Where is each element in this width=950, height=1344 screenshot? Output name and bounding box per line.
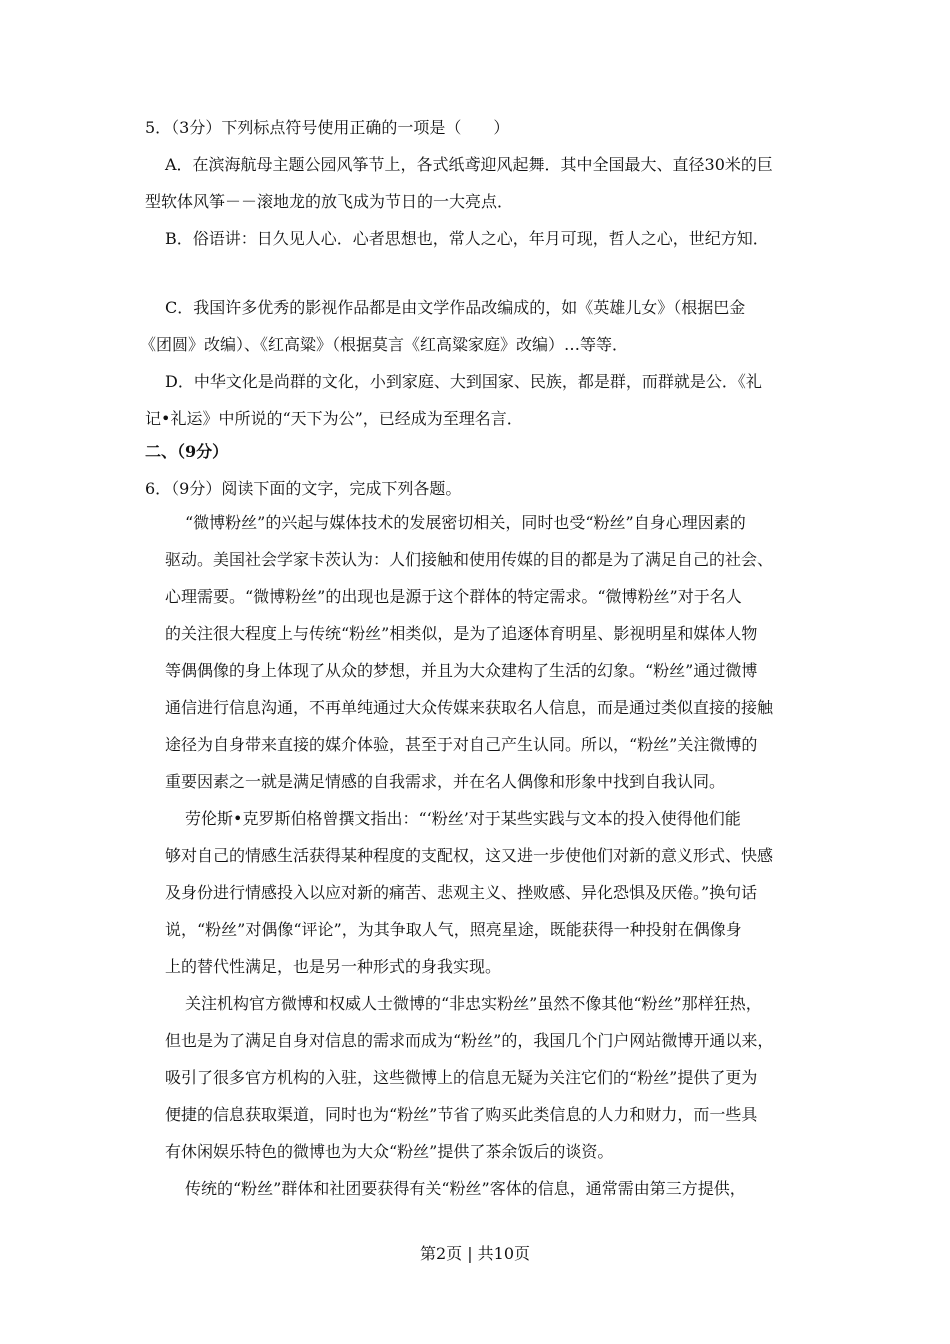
passage-line: 通信进行信息沟通，不再单纯通过大众传媒来获取名人信息，而是通过类似直接的接触 — [165, 698, 774, 717]
passage-line: 上的替代性满足，也是另一种形式的身我实现。 — [165, 957, 502, 976]
option-a-line-2: 型软体风筝－－滚地龙的放飞成为节日的一大亮点． — [145, 192, 514, 211]
passage-line: 传统的“粉丝”群体和社团要获得有关“粉丝”客体的信息，通常需由第三方提供， — [185, 1179, 746, 1198]
option-a-line-1: A．在滨海航母主题公园风筝节上，各式纸鸢迎风起舞．其中全国最大、直径30米的巨 — [165, 155, 773, 174]
option-d-line-1: D．中华文化是尚群的文化，小到家庭、大到国家、民族，都是群，而群就是公．《礼 — [165, 372, 762, 391]
option-b: B．俗语讲：日久见人心．心者思想也，常人之心，年月可现，哲人之心，世纪方知． — [165, 229, 769, 248]
question-5-stem: 5．（3分）下列标点符号使用正确的一项是（ ） — [145, 118, 510, 137]
passage-line: 但也是为了满足自身对信息的需求而成为“粉丝”的，我国几个门户网站微博开通以来， — [165, 1031, 774, 1050]
passage-line: 等偶偶像的身上体现了从众的梦想，并且为大众建构了生活的幻象。“粉丝”通过微博 — [165, 661, 758, 680]
section-heading: 二、（9分） — [145, 442, 229, 461]
passage-line: “微博粉丝”的兴起与媒体技术的发展密切相关，同时也受“粉丝”自身心理因素的 — [185, 513, 746, 532]
passage-line: 心理需要。“微博粉丝”的出现也是源于这个群体的特定需求。“微博粉丝”对于名人 — [165, 587, 742, 606]
passage-line: 劳伦斯•克罗斯伯格曾撰文指出：“‘粉丝’对于某些实践与文本的投入使得他们能 — [185, 809, 741, 828]
option-c-line-1: C．我国许多优秀的影视作品都是由文学作品改编成的，如《英雄儿女》（根据巴金 — [165, 298, 746, 317]
option-c-line-2: 《团圆》改编）、《红高粱》（根据莫言《红高粱家庭》改编）…等等． — [140, 335, 629, 354]
passage-line: 说，“粉丝”对偶像“评论”，为其争取人气，照亮星途，既能获得一种投射在偶像身 — [165, 920, 742, 939]
passage-line: 关注机构官方微博和权威人士微博的“非忠实粉丝”虽然不像其他“粉丝”那样狂热， — [185, 994, 762, 1013]
passage-line: 够对自己的情感生活获得某种程度的支配权，这又进一步使他们对新的意义形式、快感 — [165, 846, 774, 865]
passage-line: 驱动。美国社会学家卡茨认为：人们接触和使用传媒的目的都是为了满足自己的社会、 — [165, 550, 774, 569]
option-d-line-2: 记•礼运》中所说的“天下为公”，已经成为至理名言． — [145, 409, 523, 428]
passage-line: 有休闲娱乐特色的微博也为大众“粉丝”提供了茶余饭后的谈资。 — [165, 1142, 614, 1161]
passage-line: 的关注很大程度上与传统“粉丝”相类似，是为了追逐体育明星、影视明星和媒体人物 — [165, 624, 758, 643]
passage-line: 便捷的信息获取渠道，同时也为“粉丝”节省了购买此类信息的人力和财力，而一些具 — [165, 1105, 758, 1124]
passage-line: 及身份进行情感投入以应对新的痛苦、悲观主义、挫败感、异化恐惧及厌倦。”换句话 — [165, 883, 758, 902]
passage-line: 吸引了很多官方机构的入驻，这些微博上的信息无疑为关注它们的“粉丝”提供了更为 — [165, 1068, 758, 1087]
page-footer: 第2页 | 共10页 — [419, 1244, 531, 1263]
passage-line: 途径为自身带来直接的媒介体验，甚至于对自己产生认同。所以，“粉丝”关注微博的 — [165, 735, 758, 754]
question-6-stem: 6．（9分）阅读下面的文字，完成下列各题。 — [145, 479, 462, 498]
passage-line: 重要因素之一就是满足情感的自我需求，并在名人偶像和形象中找到自我认同。 — [165, 772, 726, 791]
